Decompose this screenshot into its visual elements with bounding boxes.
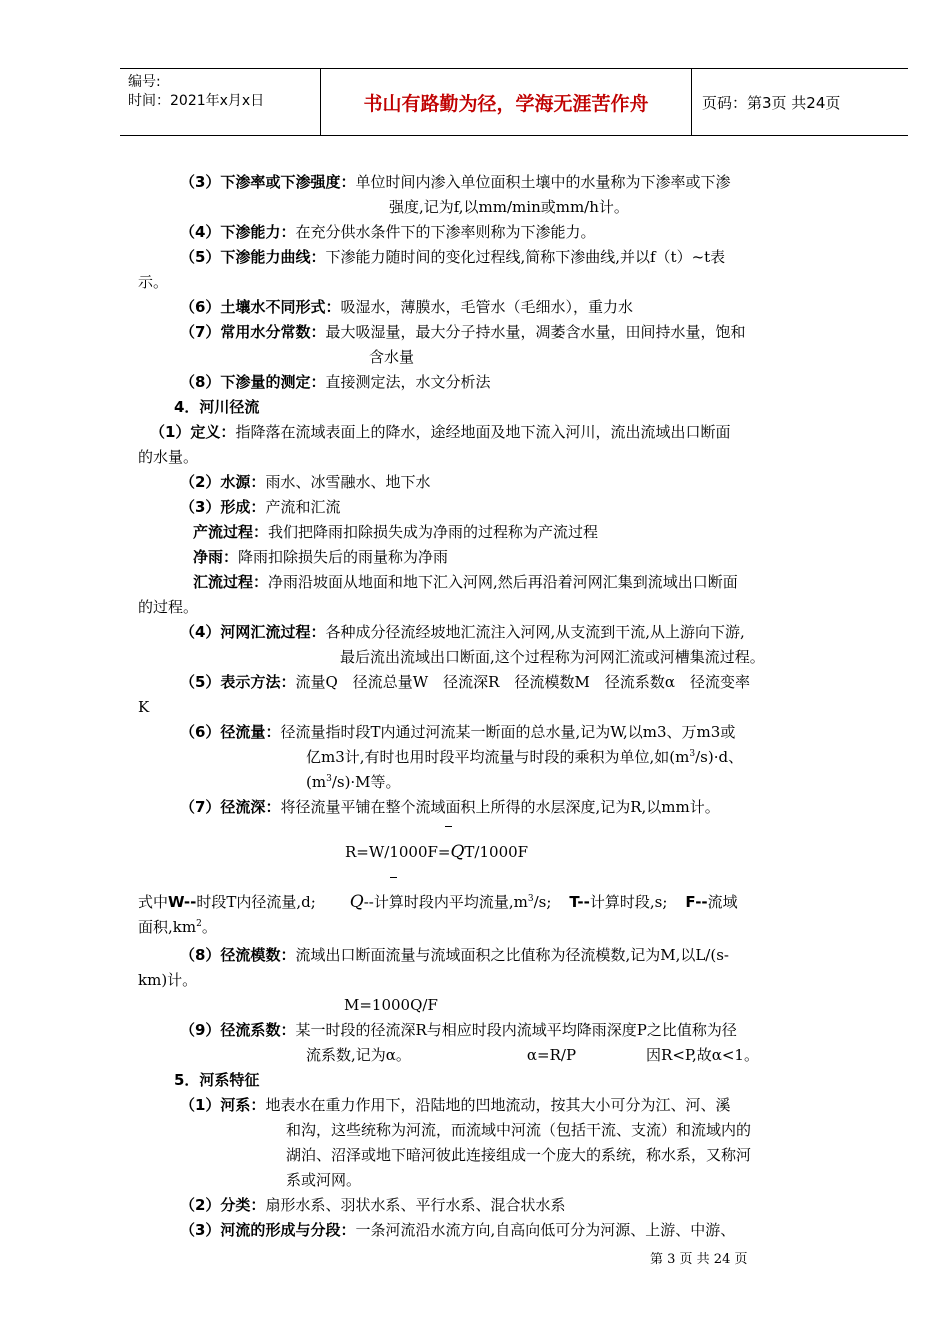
line-runoff-formation: （3）形成：产流和汇流 <box>180 498 341 516</box>
line-network-concentration: （4）河网汇流过程：各种成分径流经坡地汇流注入河网,从支流到干流,从上游向下游, <box>180 623 745 641</box>
line-runoff-generation: 产流过程：我们把降雨扣除损失成为净雨的过程称为产流过程 <box>193 523 599 541</box>
line-runoff-definition-cont: 的水量。 <box>138 448 199 466</box>
line-representation: （5）表示方法：流量Q 径流总量W 径流深R 径流模数M 径流系数α 径流变率 <box>180 673 750 691</box>
line-infiltration-rate-cont: 强度,记为f,以mm/min或mm/h计。 <box>389 198 629 216</box>
line-formula-definitions-cont: 面积$,km^2$。 <box>138 918 217 936</box>
line-river-system-cont: 和沟，这些统称为河流，而流域中河流（包括干流、支流）和流域内的 <box>286 1121 752 1139</box>
line-river-classification: （2）分类：扇形水系、羽状水系、平行水系、混合状水系 <box>180 1196 566 1214</box>
line-river-system: （1）河系：地表水在重力作用下，沿陆地的凹地流动，按其大小可分为江、河、溪 <box>180 1096 731 1114</box>
page-footer: 第 3 页 共 24 页 <box>650 1252 748 1267</box>
line-water-constants: （7）常用水分常数：最大吸湿量，最大分子持水量，凋萎含水量，田间持水量，饱和 <box>180 323 746 341</box>
line-runoff-depth: （7）径流深：将径流量平铺在整个流域面积上所得的水层深度,记为R,以mm计。 <box>180 798 720 816</box>
line-runoff-volume-cont: 亿m3计,有时也用时段平均流量与时段的乘积为单位,如$(m^3/s)\cdot d$、 <box>306 748 744 766</box>
line-runoff-source: （2）水源：雨水、冰雪融水、地下水 <box>180 473 431 491</box>
line-runoff-modulus: （8）径流模数：流域出口断面流量与流域面积之比值称为径流模数,记为M,以L/(s- <box>180 946 729 964</box>
header-motto: 书山有路勤为径，学海无涯苦作舟 <box>320 69 692 135</box>
line-concentration: 汇流过程：净雨沿坡面从地面和地下汇入河网,然后再沿着河网汇集到流域出口断面 <box>193 573 738 591</box>
header-page-label: 页码：第3页 共24页 <box>702 93 841 112</box>
line-river-system-cont2: 湖泊、沼泽或地下暗河彼此连接组成一个庞大的系统，称水系，又称河 <box>286 1146 752 1164</box>
formula-runoff-modulus: M=1000Q/F <box>344 996 438 1014</box>
line-infiltration-curve-cont: 示。 <box>138 273 169 291</box>
line-river-system-cont3: 系或河网。 <box>286 1171 362 1189</box>
line-river-segments: （3）河流的形成与分段：一条河流沿水流方向,自高向低可分为河源、上游、中游、 <box>180 1221 736 1239</box>
line-infiltration-curve: （5）下渗能力曲线：下渗能力随时间的变化过程线,简称下渗曲线,并以f（t）~t表 <box>180 248 726 266</box>
number-label: 编号: <box>128 74 161 90</box>
line-runoff-modulus-cont: km)计。 <box>138 971 198 989</box>
line-infiltration-capacity: （4）下渗能力：在充分供水条件下的下渗率则称为下渗能力。 <box>180 223 596 241</box>
line-runoff-coefficient-cont: 流系数,记为α。 α=R/P 因R<P,故α<1。 <box>306 1046 759 1064</box>
q-bar-mark-2 <box>390 877 397 878</box>
line-water-constants-cont: 含水量 <box>369 348 415 366</box>
line-infiltration-rate: （3）下渗率或下渗强度：单位时间内渗入单位面积土壤中的水量称为下渗率或下渗 <box>180 173 731 191</box>
line-soil-water-forms: （6）土壤水不同形式：吸湿水，薄膜水，毛管水（毛细水），重力水 <box>180 298 633 316</box>
line-net-rain: 净雨：降雨扣除损失后的雨量称为净雨 <box>193 548 449 566</box>
section-heading-runoff: 4．河川径流 <box>174 398 260 416</box>
line-network-concentration-cont: 最后流出流域出口断面,这个过程称为河网汇流或河槽集流过程。 <box>340 648 765 666</box>
line-formula-definitions: 式中W--时段T内径流量,d; Q--计算时段内平均流量$,m^3/s$; T--计算时段,s; F--流域 <box>138 892 738 912</box>
q-bar-mark <box>445 826 452 827</box>
section-heading-river-system: 5．河系特征 <box>174 1071 260 1089</box>
line-infiltration-measure: （8）下渗量的测定：直接测定法，水文分析法 <box>180 373 491 391</box>
line-runoff-coefficient: （9）径流系数：某一时段的径流深R与相应时段内流域平均降雨深度P之比值称为径 <box>180 1021 737 1039</box>
formula-runoff-depth: R=W/1000F=QT/1000F <box>345 842 529 862</box>
line-concentration-cont: 的过程。 <box>138 598 199 616</box>
line-runoff-volume-cont2: $(m^3/s)\cdot M$等。 <box>306 773 401 791</box>
time-label: 时间：2021年x月x日 <box>128 93 265 109</box>
line-runoff-definition: （1）定义：指降落在流域表面上的降水，途经地面及地下流入河川，流出流域出口断面 <box>150 423 731 441</box>
line-runoff-volume: （6）径流量：径流量指时段T内通过河流某一断面的总水量,记为W,以m3、万m3或 <box>180 723 736 741</box>
line-representation-cont: K <box>138 698 150 716</box>
